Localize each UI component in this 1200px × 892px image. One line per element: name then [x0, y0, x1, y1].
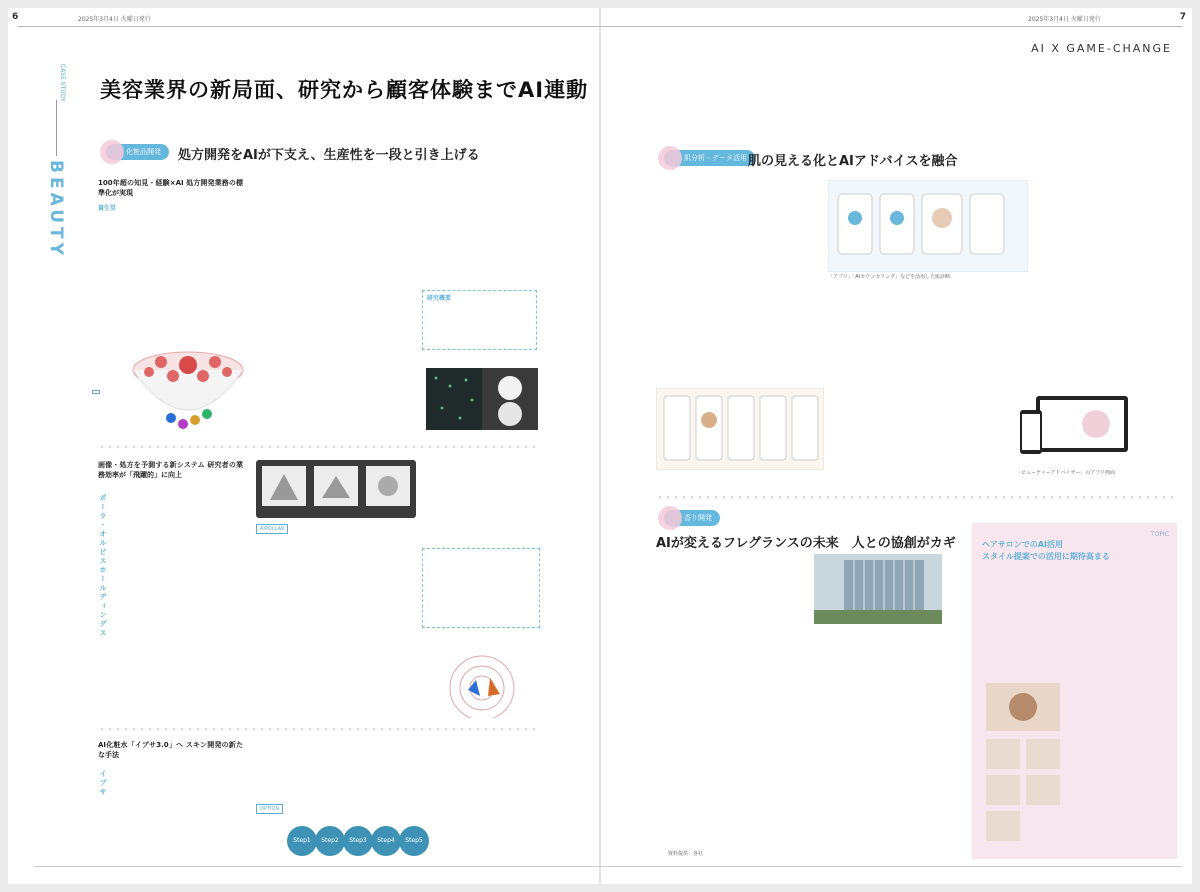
lower-column-2: [253, 540, 418, 720]
process-steps: [287, 826, 432, 856]
bottom-column-2: [253, 740, 418, 800]
skin-column-2: [828, 292, 1028, 378]
section-pill-skin: [664, 150, 755, 166]
page-gutter: [599, 8, 601, 884]
ai-pollar-screens: [256, 460, 416, 518]
step-5: Step5: [399, 826, 429, 856]
lower-kicker: 画像・処方を予測する新システム 研究者の業務効率が「飛躍的」に向上: [98, 461, 243, 479]
research-box-label: 研究概要: [427, 295, 452, 302]
fragrance-column-2: [814, 644, 964, 846]
lower-column-1: [116, 492, 244, 722]
section-divider-dots-2: [98, 726, 538, 732]
article-kicker: 100年超の知見・経験×AI 処方開発業務の標準化が実現: [98, 179, 243, 197]
device-caption: 「ビューティーアドバイザー」のアプリ画面: [1016, 470, 1116, 476]
article-lead-company: 資生堂: [98, 205, 117, 212]
right-edge-text: [1180, 38, 1190, 858]
footer-rule: [34, 866, 1182, 867]
microscope-images: [426, 368, 538, 430]
sidebar-title-line2: スタイル提案での活用に期待高まる: [982, 552, 1110, 561]
building-caption: [814, 628, 942, 642]
section-pill-formulation: [106, 144, 169, 160]
step-4: Step4: [371, 826, 401, 856]
ai-formulation-illustration: [123, 340, 253, 440]
step-1: Step1: [287, 826, 317, 856]
right-divider-dots: [656, 494, 1176, 500]
pill-dot: [100, 140, 124, 164]
advisor-app-screens: [656, 388, 824, 470]
running-title: AI X GAME-CHANGE: [1031, 42, 1172, 55]
section-title-fragrance: AIが変えるフレグランスの未来 人との協創がカギ: [656, 536, 956, 551]
sidebar-body: [982, 571, 1167, 671]
radar-chart-figure: [428, 638, 536, 718]
bottom-column-3: [422, 740, 537, 850]
bottom-kicker: AI化粧水「イプサ3.0」へ スキン開発の新たな手法: [98, 741, 243, 759]
bottom-column-1: [116, 770, 244, 860]
lower-kicker-block: [98, 460, 243, 484]
section-label-beauty: BEAUTY: [46, 160, 66, 259]
building-photo: [814, 554, 942, 624]
pill-label: 肌分析・データ活用: [684, 154, 747, 162]
right-page-number: 7: [1179, 12, 1186, 22]
pill-label: 香り開発: [684, 514, 712, 522]
left-header-date: 2025年3月4日 火曜日発行: [78, 16, 151, 23]
skin-column-3: [1034, 180, 1179, 380]
left-page-number: 6: [12, 12, 19, 22]
advisor-caption: [656, 474, 824, 488]
sidebar-title-line1: ヘアサロンでのAI活用: [982, 540, 1063, 549]
company-label-ipsa: イプサ: [99, 770, 107, 797]
article-column-1: [98, 178, 243, 338]
step-3: Step3: [343, 826, 373, 856]
topic-sidebar: [972, 523, 1177, 859]
lower-column-3: [422, 460, 537, 540]
option-tag: OPTION: [256, 804, 283, 814]
case-study-label: CASE STUDY: [59, 64, 66, 102]
skin-column-4: [828, 388, 1008, 488]
right-intro-text: [650, 74, 1175, 118]
pill-dot: [658, 506, 682, 530]
device-mockup: [1016, 392, 1134, 460]
pill-label: 化粧品開発: [126, 148, 161, 156]
right-header-date: 2025年3月4日 火曜日発行: [1028, 16, 1101, 23]
illustration-tag: [92, 390, 100, 394]
page-headline: 美容業界の新局面、研究から顧客体験までAI連動: [100, 78, 589, 102]
ai-pollar-tag: AIPOLLAR: [256, 524, 288, 534]
left-edge-text: [10, 38, 20, 858]
pill-dot: [658, 146, 682, 170]
skin-diagnosis-app-image: [828, 180, 1028, 272]
section-divider-dots: [98, 444, 538, 450]
step-2: Step2: [315, 826, 345, 856]
header-rule: [18, 26, 1182, 27]
sidebar-topic-label: TOPIC: [1151, 531, 1169, 538]
section-title-formulation: 処方開発をAIが下支え、生産性を一段と引き上げる: [178, 148, 480, 163]
magazine-spread: [8, 8, 1192, 884]
skin-caption-left: 「アプリ」「AIカウンセリング」などを活用した肌診断: [828, 274, 951, 280]
skin-column-1: [656, 180, 821, 380]
research-summary-box: [422, 290, 537, 350]
sidebar-column-2: [1068, 683, 1166, 853]
section-title-skin: 肌の見える化とAIアドバイスを融合: [748, 154, 958, 169]
article-column-2: [251, 178, 416, 428]
pola-research-box: [422, 548, 540, 628]
bottom-kicker-block: [98, 740, 243, 764]
case-divider: [56, 100, 57, 156]
fragrance-column-1: [656, 554, 806, 846]
company-label-pola: ポーラ・オルビスホールディングス: [99, 494, 107, 638]
article-column-3: [422, 178, 532, 283]
hairstyle-photos: [986, 683, 1062, 843]
footer-credit: 資料提供：各社: [668, 851, 704, 857]
section-pill-fragrance: [664, 510, 720, 526]
